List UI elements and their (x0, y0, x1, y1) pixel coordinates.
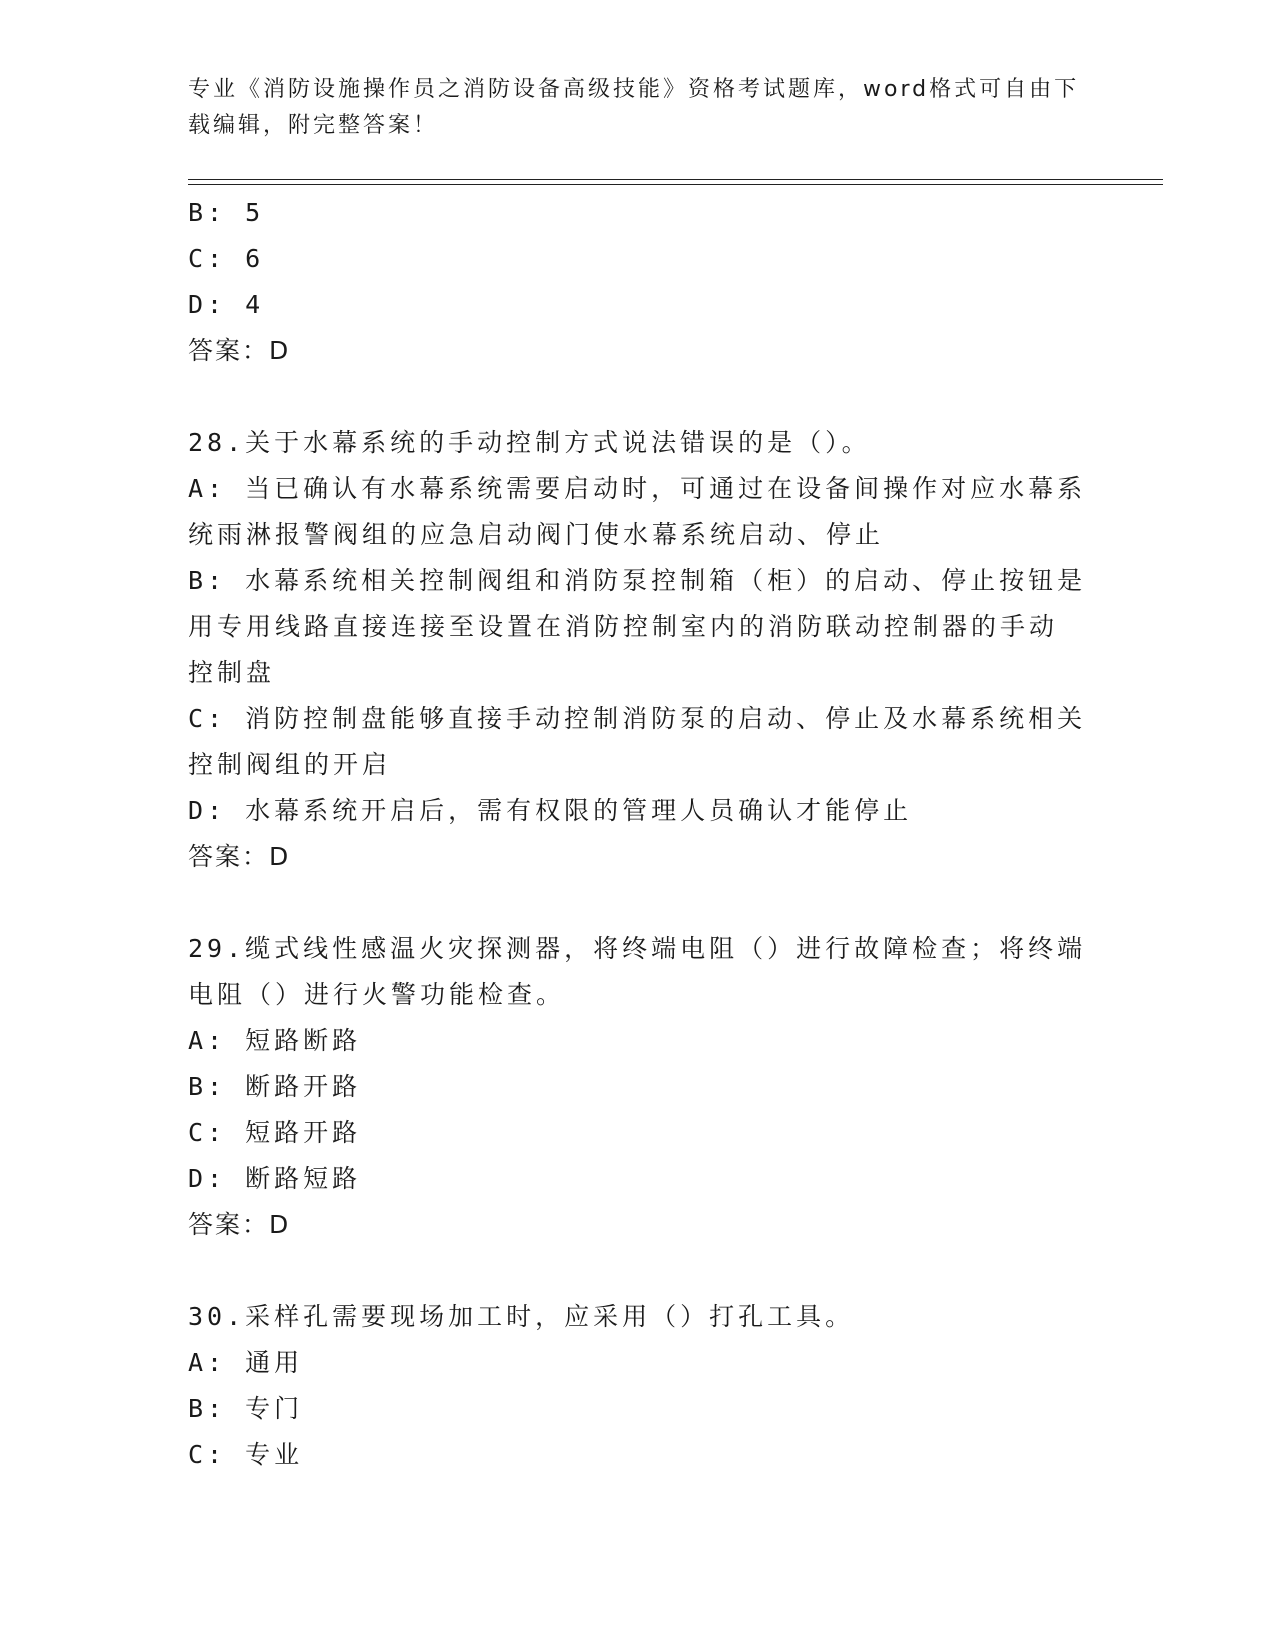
question-28 (188, 420, 1088, 880)
option-d: D: 水幕系统开启后，需有权限的管理人员确认才能停止 (188, 796, 913, 825)
option-c: C: 6 (188, 244, 265, 273)
spacer (188, 880, 1088, 926)
option-c: C: 专业 (188, 1440, 304, 1469)
document-header (188, 72, 1088, 144)
header-divider-top (188, 179, 1163, 180)
option-c: C: 短路开路 (188, 1118, 362, 1147)
question-stem-cont: 电阻（）进行火警功能检查。 (188, 980, 566, 1009)
question-27-tail (188, 190, 1088, 374)
option-b: B: 水幕系统相关控制阀组和消防泵控制箱（柜）的启动、停止按钮是 (188, 566, 1087, 595)
answer-line: 答案：D (188, 336, 291, 365)
spacer (188, 374, 1088, 420)
option-b: B: 专门 (188, 1394, 304, 1423)
option-a: A: 当已确认有水幕系统需要启动时，可通过在设备间操作对应水幕系 (188, 474, 1087, 503)
question-30 (188, 1294, 1088, 1478)
header-line-2: 载编辑，附完整答案！ (188, 113, 439, 138)
answer-line: 答案：D (188, 1210, 291, 1239)
option-b: B: 断路开路 (188, 1072, 362, 1101)
option-a: A: 短路断路 (188, 1026, 362, 1055)
option-b: B: 5 (188, 198, 265, 227)
option-d: D: 4 (188, 290, 265, 319)
option-c: C: 消防控制盘能够直接手动控制消防泵的启动、停止及水幕系统相关 (188, 704, 1087, 733)
question-stem: 29.缆式线性感温火灾探测器，将终端电阻（）进行故障检查；将终端 (188, 934, 1087, 963)
option-a: A: 通用 (188, 1348, 304, 1377)
header-line-1: 专业《消防设施操作员之消防设备高级技能》资格考试题库，word格式可自由下 (188, 77, 1080, 102)
option-b-cont: 用专用线路直接连接至设置在消防控制室内的消防联动控制器的手动 (188, 612, 1059, 641)
question-stem: 30.采样孔需要现场加工时，应采用（）打孔工具。 (188, 1302, 855, 1331)
header-divider-bottom (188, 184, 1163, 185)
option-a-cont: 统雨淋报警阀组的应急启动阀门使水幕系统启动、停止 (188, 520, 885, 549)
question-stem: 28.关于水幕系统的手动控制方式说法错误的是（）。 (188, 428, 871, 457)
option-c-cont: 控制阀组的开启 (188, 750, 392, 779)
option-b-cont: 控制盘 (188, 658, 276, 687)
spacer (188, 1248, 1088, 1294)
question-29 (188, 926, 1088, 1248)
option-d: D: 断路短路 (188, 1164, 362, 1193)
answer-line: 答案：D (188, 842, 291, 871)
question-list (188, 190, 1088, 1478)
